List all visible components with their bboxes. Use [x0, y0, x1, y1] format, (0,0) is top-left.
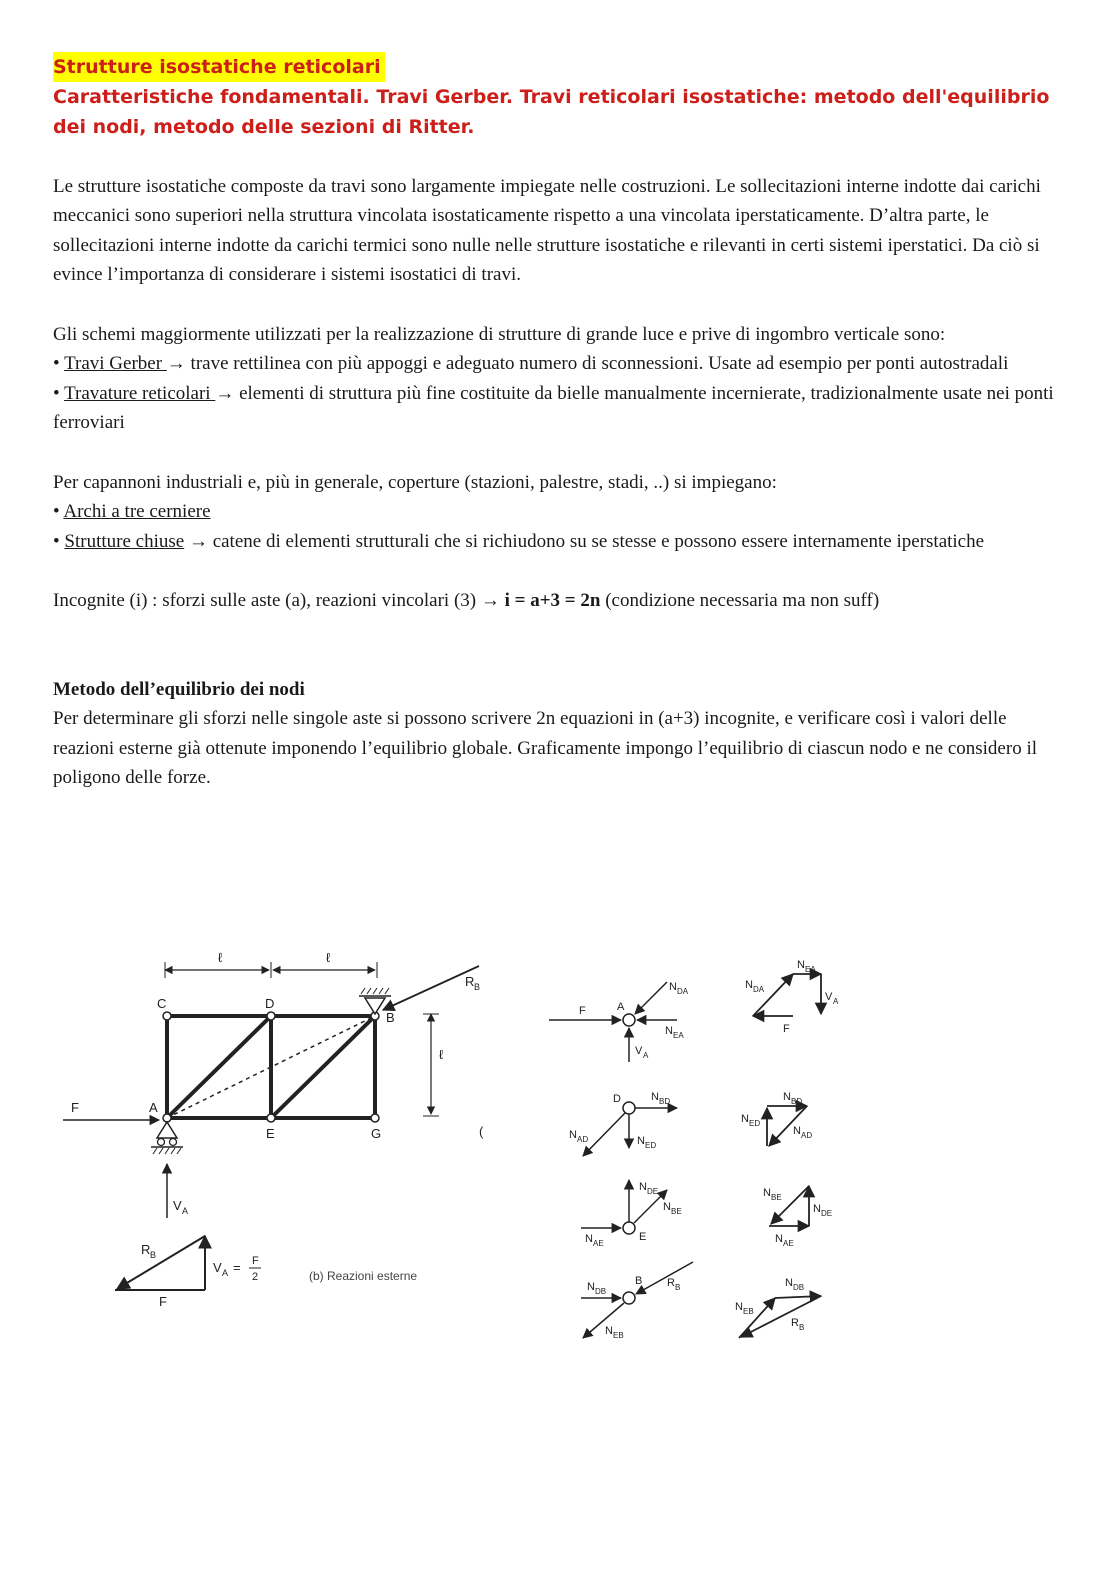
svg-text:BD: BD: [791, 1097, 803, 1106]
svg-text:DA: DA: [677, 987, 689, 996]
svg-text:N: N: [639, 1181, 647, 1193]
unknowns-line: Incognite (i) : sforzi sulle aste (a), reazioni vincolari (3) → i = a+3 = 2n (condizione necessaria ma non suff): [53, 589, 880, 611]
intro-paragraph: Le strutture isostatiche composte da travi sono largamente impiegate nelle costruzioni. Le sollecitazioni interne indotte dai carichi meccanici sono superiori nella struttura vincolata isostaticamente rispetto a una vincolata iperstaticamente. D’altra parte, le sollecitazioni interne indotte da carichi termici sono nulle nelle strutture isostatiche e rilevanti in certi sistemi iperstatici. Da ciò si evince l’importanza di considerare i sistemi isostatici di travi.: [53, 175, 1041, 286]
svg-text:A: A: [149, 1100, 158, 1115]
svg-text:V: V: [825, 991, 833, 1003]
truss-diagram: [53, 942, 863, 1362]
schemes-lead: Gli schemi maggiormente utilizzati per la realizzazione di strutture di grande luce e prive di ingombro verticale sono:: [53, 323, 946, 345]
list-item: • Travature reticolari → elementi di struttura più fine costituite da bielle manualmente incernierate, tradizionalmente usate nei ponti ferroviari: [53, 382, 1054, 434]
polygon-d-labels: [741, 1091, 812, 1140]
svg-text:A: A: [617, 1001, 625, 1013]
truss-figure: [53, 942, 863, 1362]
truss-labels: [71, 950, 484, 1216]
svg-text:N: N: [785, 1277, 793, 1289]
svg-text:N: N: [763, 1187, 771, 1199]
svg-text:AE: AE: [783, 1239, 794, 1248]
svg-text:N: N: [637, 1135, 645, 1147]
document-page: [53, 52, 1063, 793]
svg-text:2: 2: [252, 1271, 259, 1283]
svg-text:F: F: [783, 1023, 790, 1035]
svg-text:V: V: [173, 1198, 182, 1213]
svg-text:B: B: [799, 1323, 805, 1332]
svg-text:N: N: [735, 1301, 743, 1313]
svg-text:D: D: [613, 1093, 621, 1105]
svg-text:A: A: [182, 1206, 189, 1216]
svg-text:ED: ED: [749, 1119, 761, 1128]
reaction-polygon: [115, 1236, 205, 1290]
svg-text:R: R: [667, 1277, 675, 1289]
svg-text:N: N: [585, 1233, 593, 1245]
svg-text:G: G: [371, 1126, 382, 1141]
svg-text:=: =: [233, 1260, 241, 1275]
svg-text:R: R: [141, 1242, 151, 1257]
polygon-e-labels: [763, 1187, 832, 1248]
svg-text:DB: DB: [793, 1283, 805, 1292]
svg-text:V: V: [213, 1260, 222, 1275]
svg-text:B: B: [474, 982, 481, 992]
svg-text:R: R: [465, 974, 475, 989]
svg-text:N: N: [741, 1113, 749, 1125]
svg-text:(b) Reazioni esterne: (b) Reazioni esterne: [309, 1269, 418, 1283]
svg-text:BD: BD: [659, 1097, 671, 1106]
svg-text:B: B: [386, 1010, 395, 1025]
svg-text:ℓ: ℓ: [326, 950, 331, 965]
svg-text:N: N: [797, 959, 805, 971]
svg-text:DB: DB: [595, 1287, 607, 1296]
polygon-e: [769, 1186, 809, 1226]
list-item: • Strutture chiuse → catene di elementi strutturali che si richiudono su se stesse e possono essere internamente iperstatiche: [53, 530, 985, 552]
svg-text:C: C: [157, 996, 167, 1011]
svg-text:N: N: [651, 1091, 659, 1103]
svg-text:DE: DE: [821, 1209, 833, 1218]
svg-text:A: A: [222, 1268, 229, 1278]
node-e-labels: [585, 1181, 682, 1248]
svg-text:EB: EB: [743, 1307, 754, 1316]
reaction-labels: [141, 1242, 417, 1309]
list-item: • Archi a tre cerniere: [53, 501, 211, 523]
svg-text:EA: EA: [805, 965, 816, 974]
node-b-diagram: [581, 1262, 693, 1338]
svg-text:EB: EB: [613, 1331, 624, 1340]
svg-text:AD: AD: [577, 1135, 589, 1144]
svg-text:ℓ: ℓ: [218, 950, 223, 965]
svg-text:N: N: [783, 1091, 791, 1103]
svg-text:ℓ: ℓ: [439, 1047, 444, 1062]
polygon-b: [739, 1296, 821, 1338]
svg-text:V: V: [635, 1045, 643, 1057]
node-d-labels: [569, 1091, 670, 1150]
page-title: Strutture isostatiche reticolari: [53, 52, 1063, 82]
node-d-diagram: [583, 1102, 677, 1156]
node-a-diagram: [549, 982, 677, 1062]
svg-text:DE: DE: [647, 1187, 659, 1196]
svg-text:D: D: [265, 996, 275, 1011]
svg-text:ED: ED: [645, 1141, 657, 1150]
svg-text:E: E: [639, 1231, 647, 1243]
polygon-d: [767, 1106, 807, 1146]
industrial-lead: Per capannoni industriali e, più in generale, coperture (stazioni, palestre, stadi, ..) si impiegano:: [53, 471, 777, 493]
svg-text:N: N: [745, 979, 753, 991]
svg-text:N: N: [665, 1025, 673, 1037]
polygon-a-labels: [745, 959, 839, 1035]
svg-text:N: N: [793, 1125, 801, 1137]
svg-text:N: N: [605, 1325, 613, 1337]
node-b-labels: [587, 1275, 680, 1340]
svg-text:B: B: [675, 1283, 681, 1292]
method-heading: Metodo dell’equilibrio dei nodi: [53, 678, 305, 700]
svg-text:N: N: [569, 1129, 577, 1141]
svg-text:DA: DA: [753, 985, 765, 994]
svg-text:N: N: [775, 1233, 783, 1245]
svg-text:F: F: [159, 1294, 167, 1309]
svg-text:B: B: [635, 1275, 643, 1287]
svg-text:B: B: [150, 1250, 157, 1260]
svg-text:F: F: [579, 1005, 586, 1017]
svg-text:R: R: [791, 1317, 799, 1329]
svg-text:BE: BE: [671, 1207, 682, 1216]
svg-text:F: F: [71, 1100, 79, 1115]
svg-text:E: E: [266, 1126, 275, 1141]
polygon-a: [753, 974, 821, 1016]
list-item: • Travi Gerber → trave rettilinea con più appoggi e adeguato numero di sconnessioni. Usate ad esempio per ponti autostradali: [53, 353, 1009, 375]
svg-text:AE: AE: [593, 1239, 604, 1248]
svg-text:AD: AD: [801, 1131, 813, 1140]
svg-text:F: F: [252, 1255, 259, 1267]
svg-text:A: A: [643, 1051, 649, 1060]
svg-text:A: A: [833, 997, 839, 1006]
svg-text:(: (: [479, 1124, 484, 1139]
svg-text:N: N: [587, 1281, 595, 1293]
svg-text:BE: BE: [771, 1193, 782, 1202]
svg-text:N: N: [813, 1203, 821, 1215]
page-subtitle: Caratteristiche fondamentali. Travi Gerber. Travi reticolari isostatiche: metodo dell'equilibrio dei nodi, metodo delle sezioni di Ritter.: [53, 86, 1050, 138]
svg-text:EA: EA: [673, 1031, 684, 1040]
svg-text:N: N: [663, 1201, 671, 1213]
method-paragraph: Per determinare gli sforzi nelle singole aste si possono scrivere 2n equazioni in (a+3) incognite, e verificare così i valori delle reazioni esterne già ottenute imponendo l’equilibrio globale. Graficamente impongo l’equilibrio di ciascun nodo e ne considero il poligono delle forze.: [53, 708, 1038, 789]
svg-text:N: N: [669, 981, 677, 993]
